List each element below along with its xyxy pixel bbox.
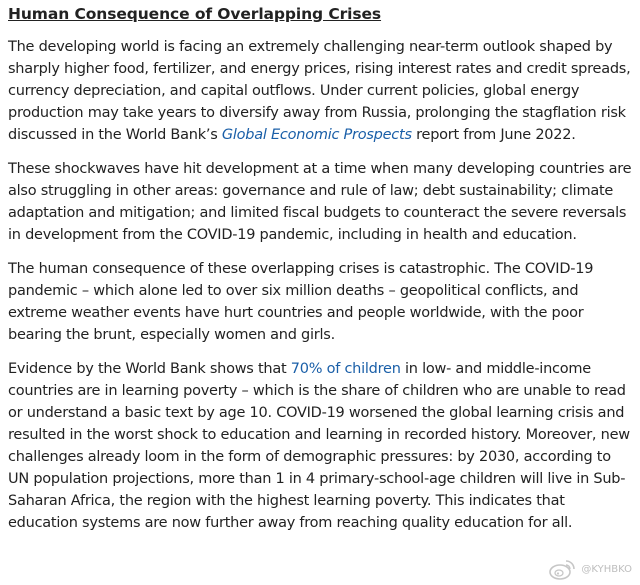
weibo-logo-icon [547,557,577,581]
paragraph-human-consequence: The human consequence of these overlapping crises is catastrophic. The COVID-19 pandemic – which alone led to over six million deaths – geopolitical conflicts, and extreme weather events have hurt countries and people worldwide, with the poor bearing the brunt, especially women and girls. [8,261,594,343]
paragraph-text: report from June 2022. [411,127,576,143]
global-economic-prospects-link[interactable]: Global Economic Prospects [221,127,412,143]
paragraph-text: Evidence by the World Bank shows that [8,361,291,377]
seventy-percent-children-link[interactable]: 70% of children [290,361,401,377]
article [8,4,632,546]
paragraph-learning-poverty [8,358,632,534]
watermark [547,557,632,581]
paragraph-outlook [8,36,632,146]
paragraph-shockwaves: These shockwaves have hit development at a time when many developing countries are also struggling in other areas: governance and rule of law; debt sustainability; climate adaptation and mitigation; and limited fiscal budgets to counteract the severe reversals in development from the COVID-19 pandemic, including in health and education. [8,161,632,243]
watermark-handle: @KYHBKO [581,563,632,575]
section-heading: Human Consequence of Overlapping Crises [8,5,382,23]
paragraph-text: in low- and middle-income countries are in learning poverty – which is the share of children who are unable to read or understand a basic text by age 10. COVID-19 worsened the global learning crisis and resulted in the worst shock to education and learning in recorded history. Moreover, new challenges already loom in the form of demographic pressures: by 2030, according to UN population projections, more than 1 in 4 primary-school-age children will live in Sub-Saharan Africa, the region with the highest learning poverty. This indicates that education systems are now further away from reaching quality education for all. [8,361,630,531]
paragraph-text: The developing world is facing an extremely challenging near-term outlook shaped by sharply higher food, fertilizer, and energy prices, rising interest rates and credit spreads, currency depreciation, and capital outflows. Under current policies, global energy production may take years to diversify away from Russia, prolonging the stagflation risk discussed in the World Bank’s [8,39,631,143]
